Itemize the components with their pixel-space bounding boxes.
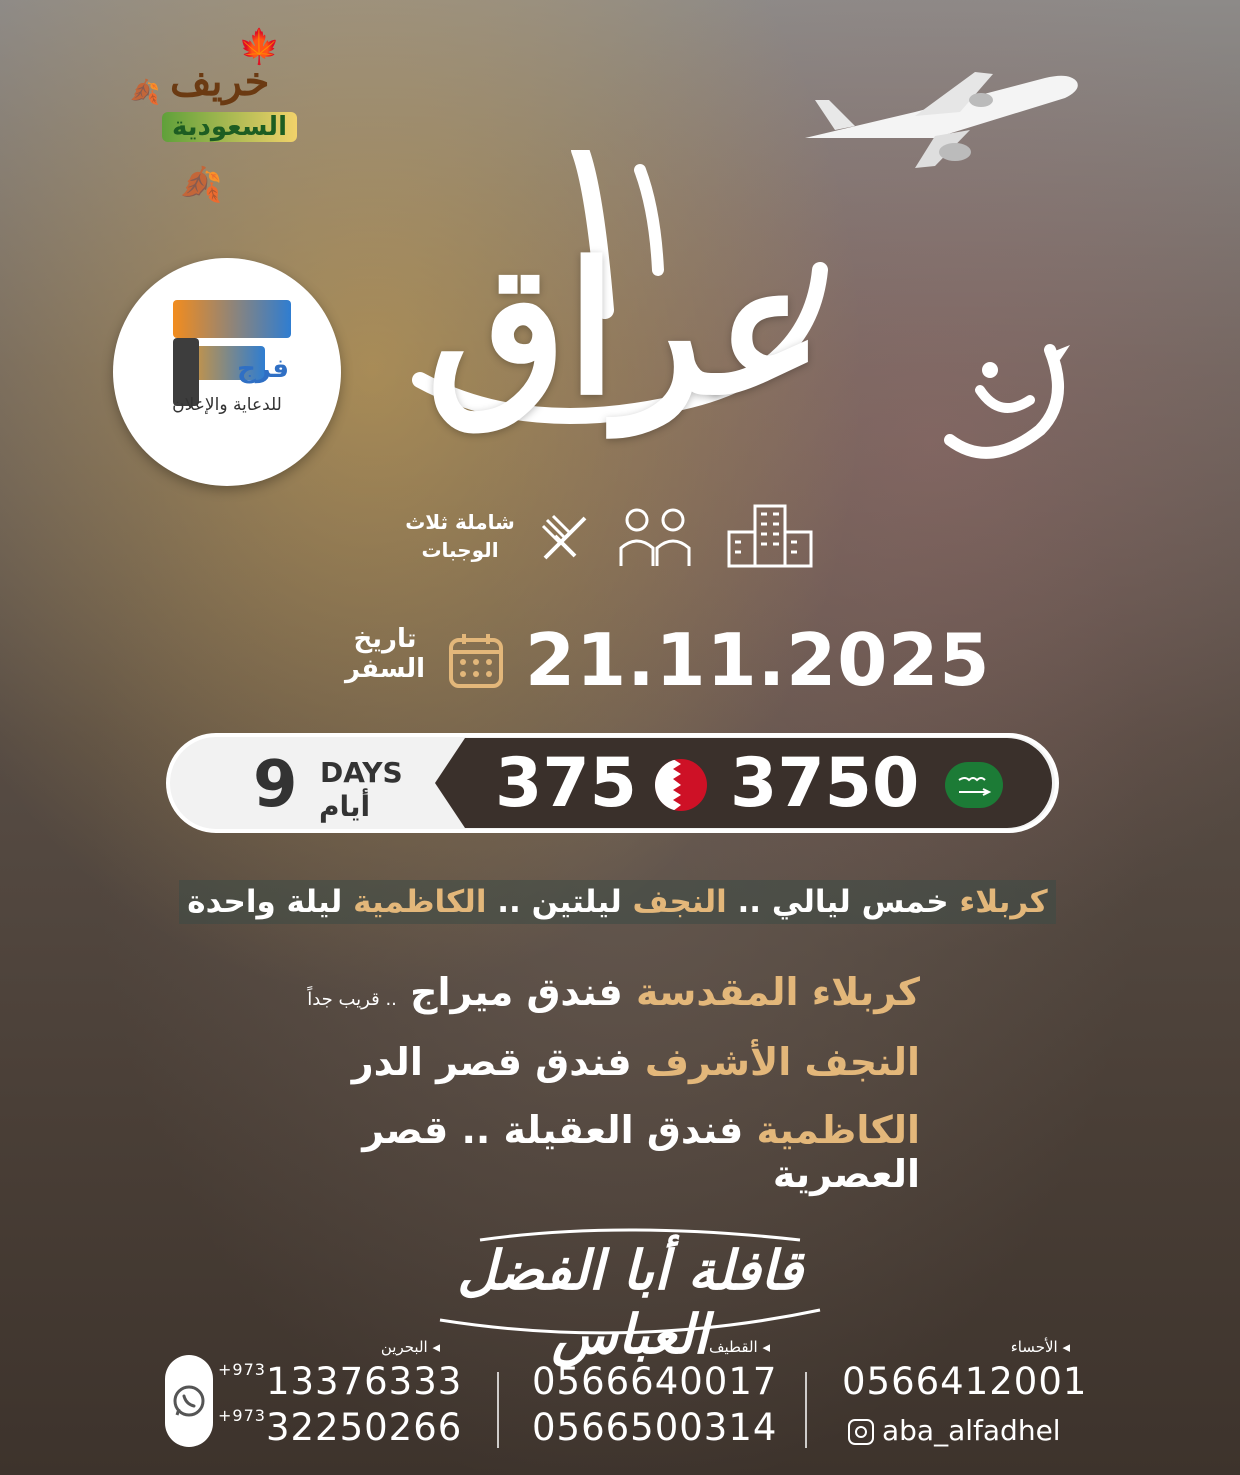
instagram-icon <box>848 1419 874 1445</box>
divider <box>805 1372 807 1448</box>
instagram-handle: aba_alfadhel <box>882 1414 1061 1447</box>
ahsa-phone[interactable]: 0566412001 <box>842 1360 1088 1403</box>
calendar-icon <box>448 632 504 690</box>
kadhimiya-nights: ليلة واحدة <box>187 884 343 920</box>
whatsapp-icon[interactable] <box>165 1355 213 1447</box>
bahrain-phone-2-number: 32250266 <box>265 1406 463 1449</box>
hotel2-name: فندق قصر الدر <box>351 1040 632 1084</box>
hotel1-city: كربلاء المقدسة <box>636 970 920 1014</box>
country-prefix: +973 <box>218 1360 266 1379</box>
region-label-bahrain: ◂ البحرين <box>380 1338 440 1356</box>
hotel-line-karbala <box>300 970 920 1014</box>
region-label-ahsa: ◂ الأحساء <box>1010 1338 1070 1356</box>
title-text: عراق <box>426 224 824 435</box>
hotel1-name: فندق ميراج <box>410 970 623 1014</box>
saudi-flag-icon <box>945 762 1003 808</box>
meals-label: شاملة ثلاث الوجبات <box>405 510 515 562</box>
qatif-label: القطيف <box>709 1338 758 1356</box>
days-label-en: DAYS <box>320 756 403 789</box>
caravan-emblem-icon <box>930 330 1080 470</box>
bahrain-phone-1[interactable] <box>218 1360 462 1403</box>
brand-name: قافلة أبا الفضل العباس <box>457 1238 803 1366</box>
hotel-icon <box>725 502 815 568</box>
season-subtitle: السعودية <box>162 112 297 142</box>
najaf-label: النجف <box>632 884 727 920</box>
travel-date-value: 21.11.2025 <box>525 618 991 702</box>
bahrain-phone-2[interactable] <box>218 1406 462 1449</box>
karbala-nights: خمس ليالي .. <box>737 884 949 920</box>
region-label-qatif: ◂ القطيف <box>709 1338 770 1356</box>
hotel-line-kadhimiya <box>300 1108 920 1196</box>
nights-strip <box>160 880 1075 930</box>
hotel2-city: النجف الأشرف <box>644 1040 920 1084</box>
najaf-nights: ليلتين .. <box>497 884 622 920</box>
price-bhd: 375 <box>495 744 637 823</box>
maple-leaf-icon: 🍁 <box>238 27 281 67</box>
bahrain-flag-icon <box>655 759 707 811</box>
bahrain-label: البحرين <box>380 1338 428 1356</box>
title-calligraphy <box>390 150 860 490</box>
ahsa-label: الأحساء <box>1010 1338 1058 1356</box>
meals-icon <box>535 508 595 568</box>
hotel-line-najaf <box>300 1040 920 1084</box>
season-title: خريف <box>170 58 270 105</box>
country-prefix: +973 <box>218 1406 266 1425</box>
bahrain-phone-1-number: 13376333 <box>265 1360 463 1403</box>
travel-date-label: تاريخ السفر <box>344 624 426 684</box>
features-row <box>400 500 820 580</box>
sponsor-logo <box>113 258 341 486</box>
brand-calligraphy <box>420 1210 840 1366</box>
duration-block <box>235 742 435 824</box>
qatif-phone-1[interactable]: 0566640017 <box>532 1360 778 1403</box>
qatif-phone-2[interactable]: 0566500314 <box>532 1406 778 1449</box>
autumn-leaf-icon: 🍂 <box>180 165 223 205</box>
sponsor-name: فرج <box>237 354 289 384</box>
people-icon <box>615 506 695 570</box>
divider <box>497 1372 499 1448</box>
leaf-icon: 🍂 <box>130 78 160 106</box>
season-badge <box>130 27 330 210</box>
instagram-row[interactable] <box>848 1414 1061 1447</box>
price-pill <box>165 732 1060 834</box>
price-sar: 3750 <box>730 744 920 823</box>
hotel3-name: فندق العقيلة .. قصر العصرية <box>362 1108 920 1196</box>
days-number: 9 <box>253 748 298 822</box>
karbala-label: كربلاء <box>959 884 1048 920</box>
sponsor-subtitle: للدعاية والإعلان <box>172 395 282 415</box>
kadhimiya-label: الكاظمية <box>353 884 487 920</box>
hotel1-note: .. قريب جداً <box>307 989 397 1010</box>
hotel3-city: الكاظمية <box>756 1108 920 1152</box>
days-label-ar: أيام <box>319 790 371 823</box>
